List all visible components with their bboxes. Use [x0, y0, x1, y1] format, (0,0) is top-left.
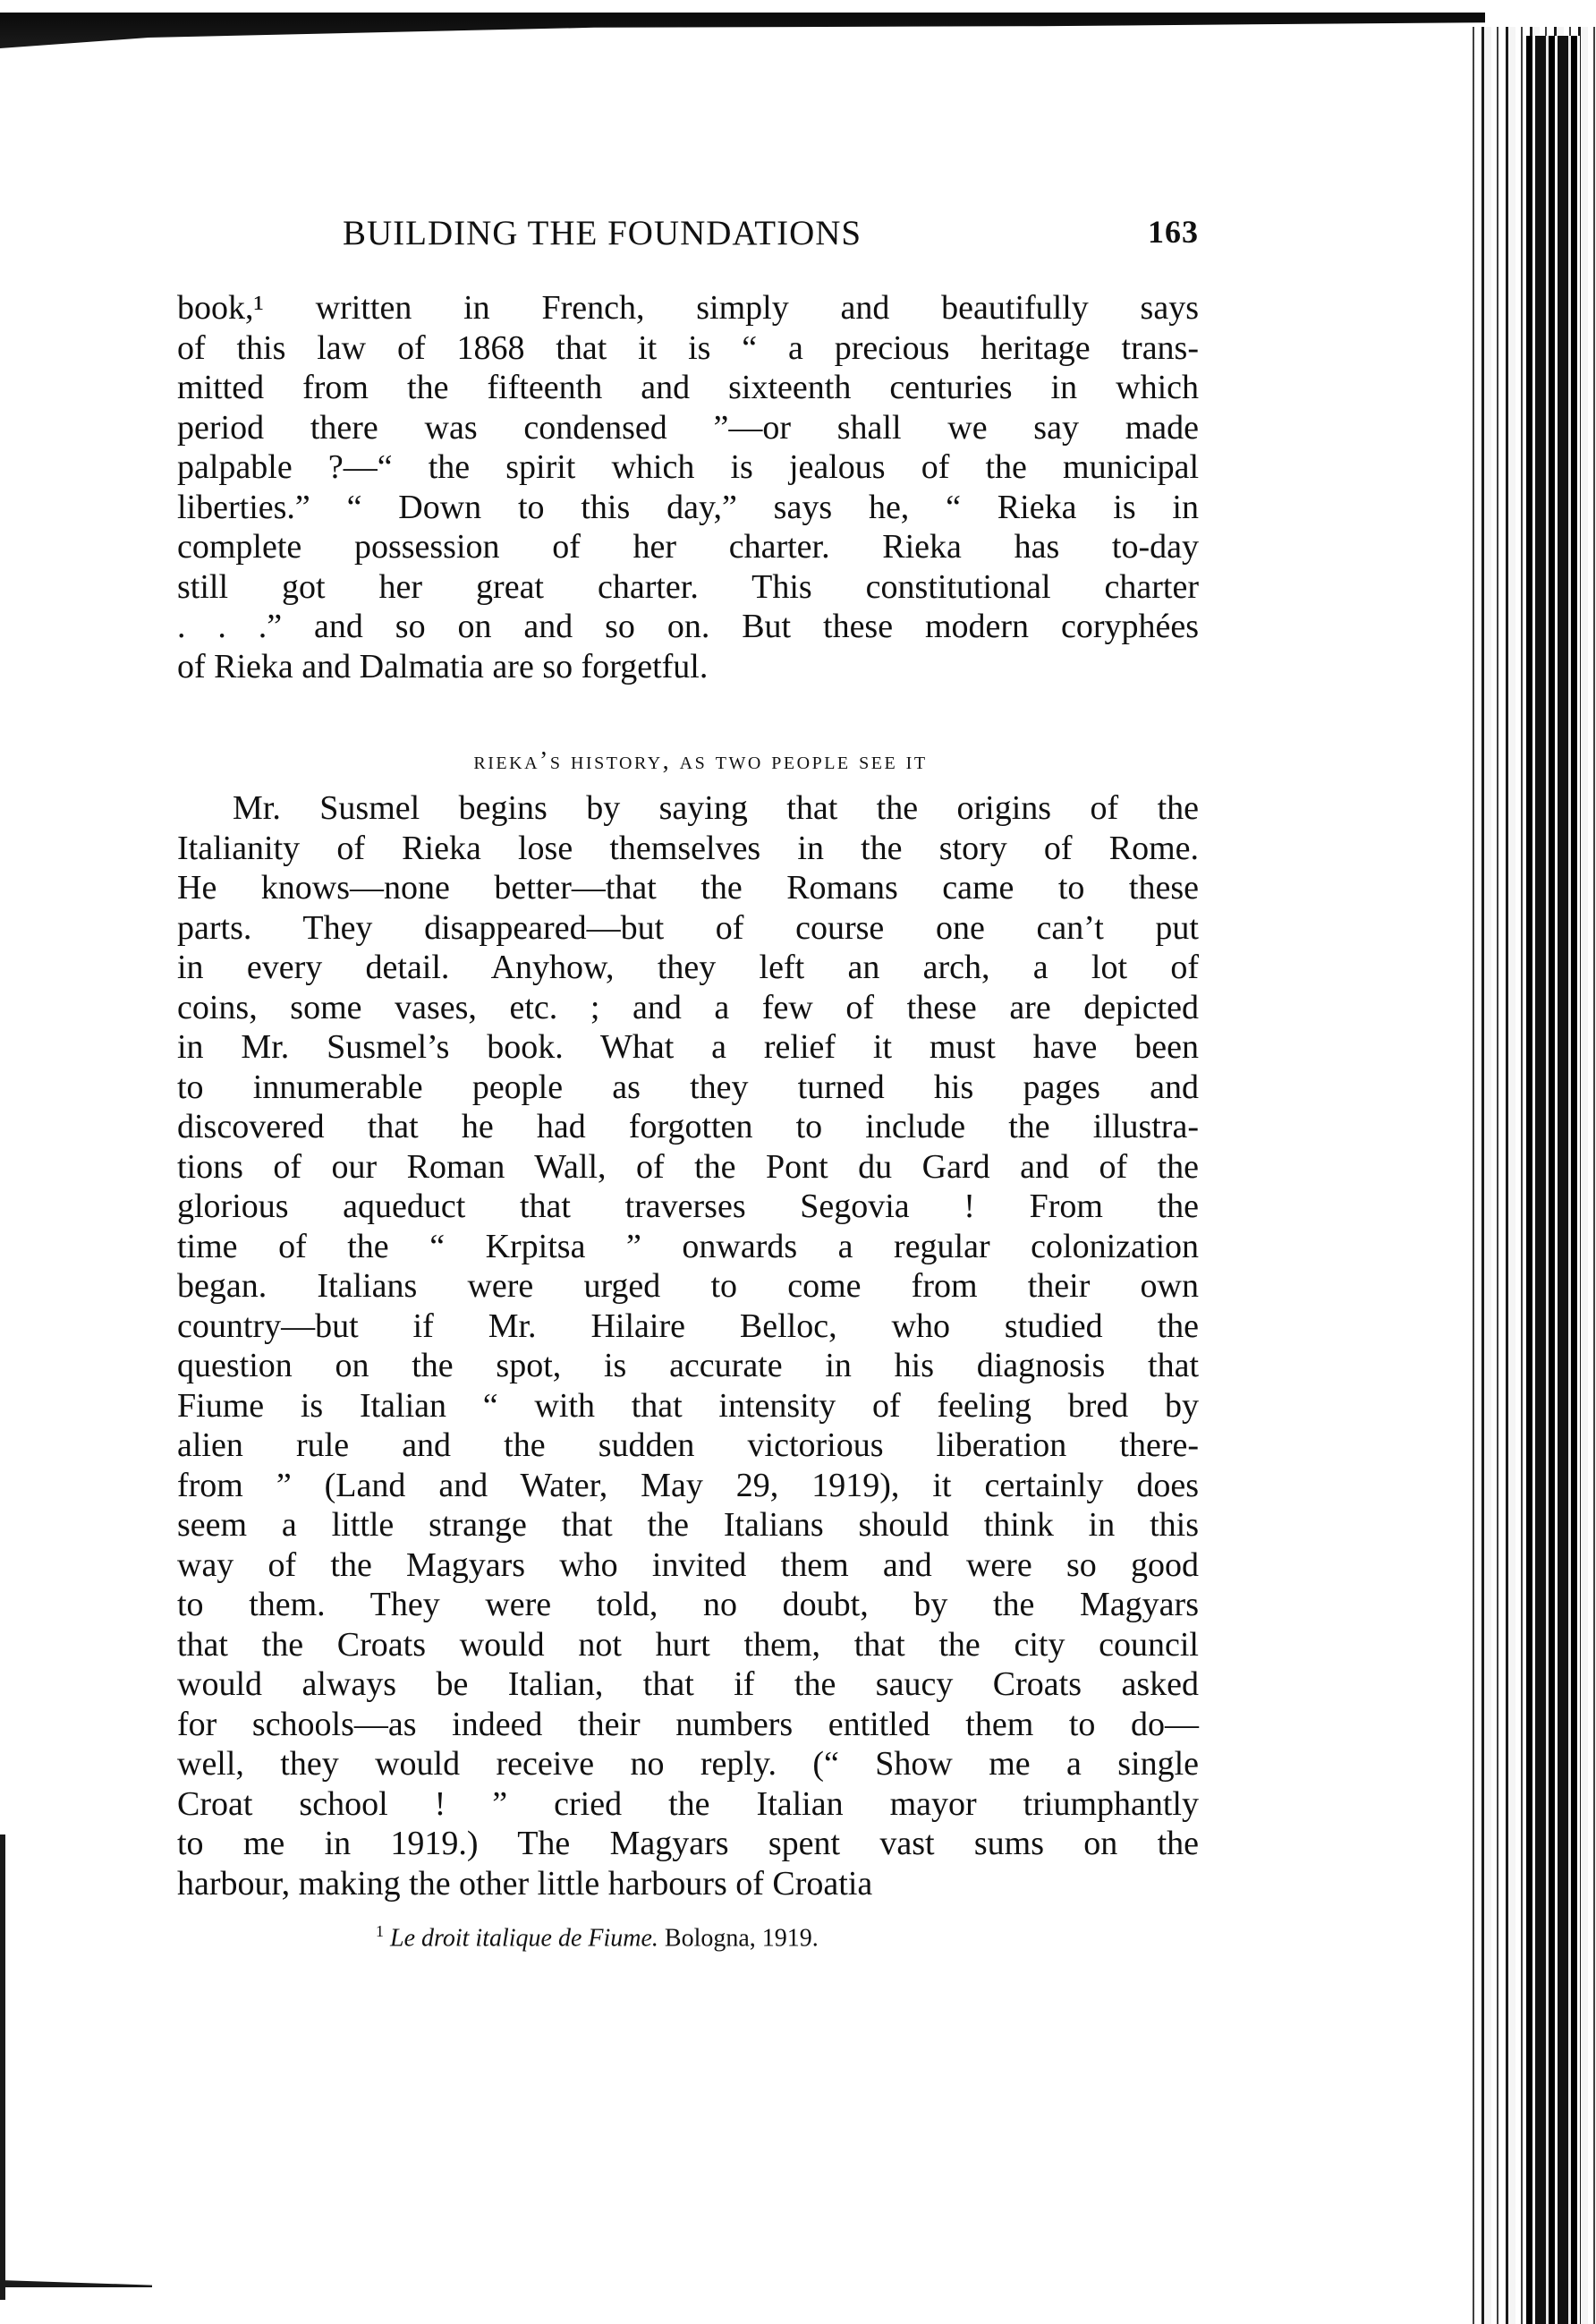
- text-line: from ” (Land and Water, May 29, 1919), it certainly does: [177, 1466, 1199, 1504]
- text-line: . . .” and so on and so on. But these modern coryphées: [177, 608, 1199, 645]
- text-line: palpable ?—“ the spirit which is jealous of the municipal: [177, 448, 1199, 486]
- text-line: began. Italians were urged to come from their own: [177, 1267, 1199, 1305]
- running-head-title: BUILDING THE FOUNDATIONS: [343, 214, 862, 252]
- scan-top-edge-shadow: [0, 13, 1485, 48]
- scan-left-edge-shadow: [0, 1835, 5, 2300]
- text-line: way of the Magyars who invited them and were so good: [177, 1545, 1199, 1584]
- text-line: of Rieka and Dalmatia are so forgetful.: [177, 647, 709, 685]
- footnote-place-year: Bologna, 1919.: [664, 1924, 819, 1953]
- text-line: Croat school ! ” cried the Italian mayor triumphantly: [177, 1784, 1199, 1823]
- scan-bottom-edge-shadow: [0, 2280, 152, 2287]
- footnote: [177, 1916, 1199, 1954]
- text-line: in Mr. Susmel’s book. What a relief it must have been: [177, 1028, 1199, 1066]
- text-line: time of the “ Krpitsa ” onwards a regular colonization: [177, 1227, 1199, 1265]
- text-line: would always be Italian, that if the saucy Croats asked: [177, 1665, 1199, 1703]
- text-line: tions of our Roman Wall, of the Pont du Gard and of the: [177, 1147, 1199, 1186]
- text-line: Mr. Susmel begins by saying that the origins of the: [233, 789, 1199, 827]
- text-line: coins, some vases, etc. ; and a few of these are depicted: [177, 988, 1199, 1026]
- text-line: Fiume is Italian “ with that intensity of feeling bred by: [177, 1386, 1199, 1425]
- section-heading: rieka’s history, as two people see it: [473, 747, 928, 775]
- text-line: mitted from the fifteenth and sixteenth centuries in which: [177, 369, 1199, 406]
- text-line: harbour, making the other little harbours of Croatia: [177, 1864, 873, 1903]
- text-line: to innumerable people as they turned his pages and: [177, 1068, 1199, 1106]
- text-line: to me in 1919.) The Magyars spent vast sums on the: [177, 1825, 1199, 1862]
- text-line: He knows—none better—that the Romans came to these: [177, 869, 1199, 907]
- text-line: book,¹ written in French, simply and beautifully says: [177, 289, 1199, 327]
- text-line: liberties.” “ Down to this day,” says he, “ Rieka is in: [177, 488, 1199, 526]
- text-line: seem a little strange that the Italians should think in this: [177, 1506, 1199, 1544]
- page-number: 163: [1148, 214, 1199, 250]
- text-line: country—but if Mr. Hilaire Belloc, who studied the: [177, 1307, 1199, 1345]
- text-line: Italianity of Rieka lose themselves in the story of Rome.: [177, 829, 1199, 867]
- footnote-marker: 1: [376, 1922, 384, 1940]
- text-line: well, they would receive no reply. (“ Show me a single: [177, 1745, 1199, 1783]
- text-line: that the Croats would not hurt them, that the city council: [177, 1625, 1199, 1664]
- running-head: [177, 213, 1199, 267]
- text-line: parts. They disappeared—but of course one can’t put: [177, 908, 1199, 947]
- text-line: of this law of 1868 that it is “ a precious heritage trans-: [177, 328, 1199, 367]
- text-line: still got her great charter. This constitutional charter: [177, 567, 1199, 606]
- paragraph-1: [177, 288, 1199, 686]
- book-spine-shadow: [1526, 36, 1580, 2324]
- text-line: to them. They were told, no doubt, by the Magyars: [177, 1586, 1199, 1623]
- text-line: in every detail. Anyhow, they left an arch, a lot of: [177, 949, 1199, 986]
- text-line: alien rule and the sudden victorious liberation there-: [177, 1426, 1199, 1464]
- text-line: period there was condensed ”—or shall we say made: [177, 408, 1199, 447]
- paragraph-2: [177, 788, 1199, 1903]
- text-line: discovered that he had forgotten to include the illustra-: [177, 1108, 1199, 1145]
- text-line: complete possession of her charter. Rieka has to-day: [177, 528, 1199, 566]
- text-line: glorious aqueduct that traverses Segovia ! From the: [177, 1188, 1199, 1225]
- text-line: question on the spot, is accurate in his diagnosis that: [177, 1347, 1199, 1384]
- text-line: for schools—as indeed their numbers entitled them to do—: [177, 1705, 1199, 1743]
- footnote-title: Le droit italique de Fiume.: [390, 1924, 658, 1953]
- text-block: [177, 213, 1199, 1954]
